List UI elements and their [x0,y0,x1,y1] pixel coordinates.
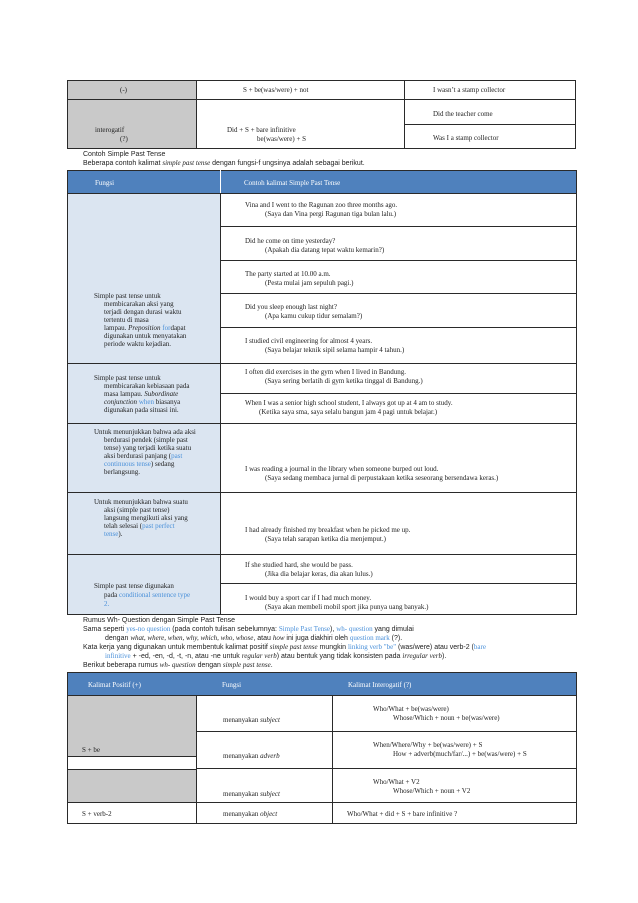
fungsi-4-line-5 [104,530,122,539]
wh-int-1b: Whose/Which + noun + be(was/were) [393,714,500,722]
interrogative-label: interogatif [95,126,125,134]
interrogative-example-b: Was I a stamp collector [433,134,499,142]
s2p5-em1: wh- question [159,661,196,669]
link-linking-verb[interactable]: linking verb "be" [347,643,397,651]
link-tense[interactable]: tense [104,530,119,538]
link-simple-past-tense[interactable]: Simple Past Tense [278,625,331,633]
example-cell-4 [220,293,577,328]
wh-fungsi-cell-2 [196,731,333,769]
example-cell-3 [220,260,577,294]
link-bare[interactable]: bare [473,643,486,651]
example-11-id: (Saya akan membeli mobil sport jika punya uang banyak.) [265,603,429,611]
s2p3-b: mungkin [317,644,348,651]
wh-int-1a: Who/What + be(was/were) [373,705,449,713]
example-8-id: (Saya sedang membaca jurnal di perpustakaan ketika seseorang bersendawa keras.) [265,474,499,482]
s2p5-a: Berikut beberapa rumus [83,662,160,669]
fungsi-5-line-2 [104,591,190,600]
interrogative-formula-cell [196,99,405,149]
wh-int-2b: How + adverb(much/far/...) + be(was/were) + S [393,750,527,758]
s2p3-em1: simple past tense [269,643,318,651]
s2p2-a: dengan [105,635,131,642]
f1l5-em: Preposition [128,324,163,332]
s2p2-d: (?). [389,635,403,642]
negative-label: (-) [120,86,127,94]
fungsi-2-line-1: Simple past tense untuk [94,374,161,382]
whf1-a: menanyakan [223,716,261,724]
header-fungsi-2: Fungsi [222,681,242,689]
example-7-en: When I was a senior high school student, I always got up at 4 am to study. [245,399,453,407]
fungsi-2-line-5: digunakan pada situasi ini. [104,406,179,414]
wh-fungsi-cell-4 [196,802,333,824]
whf3-a: menanyakan [223,790,261,798]
f2l3-em: Subordinate [144,390,179,398]
example-9-en: I had already finished my breakfast when he picked me up. [245,526,411,534]
s2p2-b: , atau [253,635,273,642]
example-2-id: (Apakah dia datang tepat waktu kemarin?) [265,246,385,254]
link-wh-question[interactable]: wh- question [336,625,373,633]
wh-fungsi-1 [223,716,280,725]
s2p4-c: ). [442,653,447,660]
example-cell-8 [220,423,577,493]
example-cell-2 [220,226,577,261]
example-8-en: I was reading a journal in the library when someone burped out loud. [245,465,439,473]
s2p4-a: + -ed, -en, -d, -t, -n, atau -ne untuk [130,653,242,660]
s2p1-b: (pada contoh tulisan sebelumnya: [170,626,279,633]
s2p5-b: dengan [195,662,223,669]
example-11-en: I would buy a sport car if I had much money. [245,594,372,602]
whf3-em: subject [260,790,280,798]
example-7-id: (Ketika saya sma, saya selalu bangun jam 4 pagi untuk belajar.) [259,408,438,416]
example-4-id: (Apa kamu cukup tidur semalam?) [265,312,363,320]
f4l4-a: telah selesai ( [104,522,143,530]
f2l4-b: biasanya [153,398,181,406]
wh-int-cell-3 [332,768,577,803]
f1l5-a: lampau. [104,324,129,332]
wh-int-cell-4 [332,802,577,824]
fungsi-4-line-2: aksi (simple past tense) [104,506,170,514]
header-kalimat-positif: Kalimat Positif (+) [88,681,141,689]
s2p1-d: yang dimulai [372,626,414,633]
s2p2-em2: how [272,634,285,642]
s2p3-a: Kata kerja yang digunakan untuk membentuk kalimat positif [83,644,270,651]
example-3-id: (Pesta mulai jam sepuluh pagi.) [265,279,354,287]
whf1-em: subject [260,716,280,724]
example-cell-1 [220,193,577,227]
s2p2-c: ini juga diakhiri oleh [284,635,350,642]
fungsi-3-line-1: Untuk menunjukkan bahwa ada aksi [94,428,196,436]
link-past[interactable]: past [171,452,183,460]
s2p4-b: ) atau bentuk yang tidak konsisten pada [276,653,403,660]
fungsi-4-line-3: langsung mengikuti aksi yang [104,514,188,522]
wh-int-cell-2 [332,731,577,769]
example-cell-11 [220,583,577,615]
fungsi-5-line-3[interactable]: 2. [104,600,110,608]
example-5-id: (Saya belajar teknik sipil selama hampir 4 tahun.) [265,346,405,354]
section-title-wh: Rumus Wh- Question dengan Simple Past Tense [83,617,236,624]
f2l4-em: conjunction [104,398,139,406]
section2-line-3 [83,643,486,652]
negative-formula: S + be(was/were) + not [243,86,309,94]
fungsi-5-line-1: Simple past tense digunakan [94,582,174,590]
interrogative-formula-b: be(was/were) + S [257,135,307,143]
interrogative-example-cell-b [404,124,576,149]
example-cell-10 [220,554,577,584]
example-2-en: Did he come on time yesterday? [245,237,336,245]
example-4-en: Did you sleep enough last night? [245,303,337,311]
fungsi-2-line-2: membicarakan kebiasaan pada [104,382,190,390]
interrogative-example-cell-a [404,99,576,125]
link-past-continuous[interactable]: continuous tense [104,460,151,468]
negative-example-cell [404,80,576,100]
f1l5-b: dapat [170,324,186,332]
fungsi-3-line-3: tense) yang terjadi ketika suatu [104,444,192,452]
fungsi-1-line-6: digunakan untuk menyatakan [104,332,187,340]
negative-example: I wasn’t a stamp collector [433,86,506,94]
example-cell-9 [220,492,577,555]
s2p2-em1: what, where, when, why, which, who, whose [130,634,254,642]
pos-be-cell [67,695,197,757]
section-title-examples: Contoh Simple Past Tense [83,151,166,158]
link-question-mark[interactable]: question mark [349,634,390,642]
wh-int-2a: When/Where/Why + be(was/were) + S [373,741,483,749]
s2p4-em: regular verb [241,652,277,660]
pos-verb2-label: S + verb-2 [82,810,112,818]
example-1-id: (Saya dan Vina pergi Ragunan tiga bulan lalu.) [265,210,397,218]
example-9-id: (Saya telah sarapan ketika dia menjemput.) [265,535,386,543]
fungsi-3-line-6: berlangsung. [104,468,140,476]
link-infinitive[interactable]: infinitive [105,652,131,660]
wh-table-header [67,672,577,696]
example-cell-6 [220,363,577,394]
interrogative-formula-a: Did + S + bare infinitive [227,126,296,134]
link-conditional[interactable]: conditional sentence type [118,591,191,599]
wh-fungsi-cell-3 [196,768,333,803]
wh-fungsi-cell-1 [196,695,333,732]
header-contoh: Contoh kalimat Simple Past Tense [244,179,341,187]
pos-be-spacer [67,756,197,770]
example-10-id: (Jika dia belajar keras, dia akan lulus.) [265,570,373,578]
header-fungsi: Fungsi [95,179,115,187]
pos-be-label: S + be [82,746,100,754]
section2-line-5 [83,661,273,670]
negative-label-cell [67,80,197,100]
f2l3-a: masa lampau. [104,390,145,398]
wh-int-cell-1 [332,695,577,732]
wh-int-4a: Who/What + did + S + bare infinitive ? [347,810,458,818]
fungsi-1-line-7: periode waktu kejadian. [104,340,172,348]
interrogative-symbol: (?) [120,135,128,143]
link-yes-no-question[interactable]: yes-no question [126,625,171,633]
fungsi-4-line-1: Untuk menunjukkan bahwa suatu [94,498,188,506]
fungsi-3-line-2: berdurasi pendek (simple past [104,436,188,444]
header-divider [220,170,221,194]
interrogative-label-cell [67,99,197,149]
examples-table-header [67,170,577,194]
example-10-en: If she studied hard, she would be pass. [245,561,353,569]
link-past-perfect[interactable]: past perfect [142,522,175,530]
section2-line-2 [105,634,402,643]
fungsi-1-line-1: Simple past tense untuk [94,292,161,300]
whf2-em: adverb [260,752,280,760]
intro-text-em: simple past tense [162,159,211,167]
example-5-en: I studied civil engineering for almost 4 years. [245,337,373,345]
example-cell-5 [220,327,577,364]
fungsi-1-line-4: tertentu di masa [104,316,149,324]
pos-verb2-label-cell [67,802,197,824]
whf2-a: menanyakan [223,752,261,760]
s2p5-c: . [270,662,273,669]
link-when[interactable]: when [138,398,154,406]
s2p5-em2: simple past tense [222,661,271,669]
example-1-en: Vina and I went to the Ragunan zoo three months ago. [245,201,398,209]
interrogative-example-a: Did the teacher come [433,110,493,118]
f4l5-b: ). [118,530,123,538]
intro-text-a: Beberapa contoh kalimat [83,160,163,167]
s2p1-a: Sama seperti [83,626,127,633]
wh-int-3a: Who/What + V2 [373,778,420,786]
example-6-en: I often did exercises in the gym when I lived in Bandung. [245,368,406,376]
section2-line-1 [83,625,414,634]
wh-fungsi-2 [223,752,280,761]
section2-line-4 [105,652,446,661]
s2p1-c: ), [330,626,337,633]
example-6-id: (Saya sering berlatih di gym ketika tinggal di Bandung.) [265,377,423,385]
intro-text-b: dengan fungsi-f ungsinya adalah sebagai berikut. [210,160,365,167]
fungsi-1-line-3: terjadi dengan durasi waktu [104,308,182,316]
section-intro [83,159,365,168]
negative-formula-cell [196,80,405,100]
f3l4-a: aksi berdurasi panjang ( [104,452,172,460]
f5l2-a: pada [104,591,119,599]
example-3-en: The party started at 10.00 a.m. [245,270,331,278]
s2p3-c: (was/were) atau verb-2 ( [396,644,474,651]
link-for[interactable]: for [162,324,171,332]
example-cell-7 [220,393,577,424]
wh-fungsi-4 [223,810,277,819]
fungsi-1-line-2: membicarakan aksi yang [104,300,174,308]
wh-fungsi-3 [223,790,280,799]
header-kalimat-interogatif: Kalimat Interogatif (?) [348,681,412,689]
f3l5-b: ) sedang [150,460,175,468]
whf4-a: menanyakan [223,810,261,818]
pos-verb2-cell [67,769,197,803]
wh-int-3b: Whose/Which + noun + V2 [393,787,471,795]
s2p4-em2: irregular verb [402,652,443,660]
whf4-em: object [260,810,278,818]
